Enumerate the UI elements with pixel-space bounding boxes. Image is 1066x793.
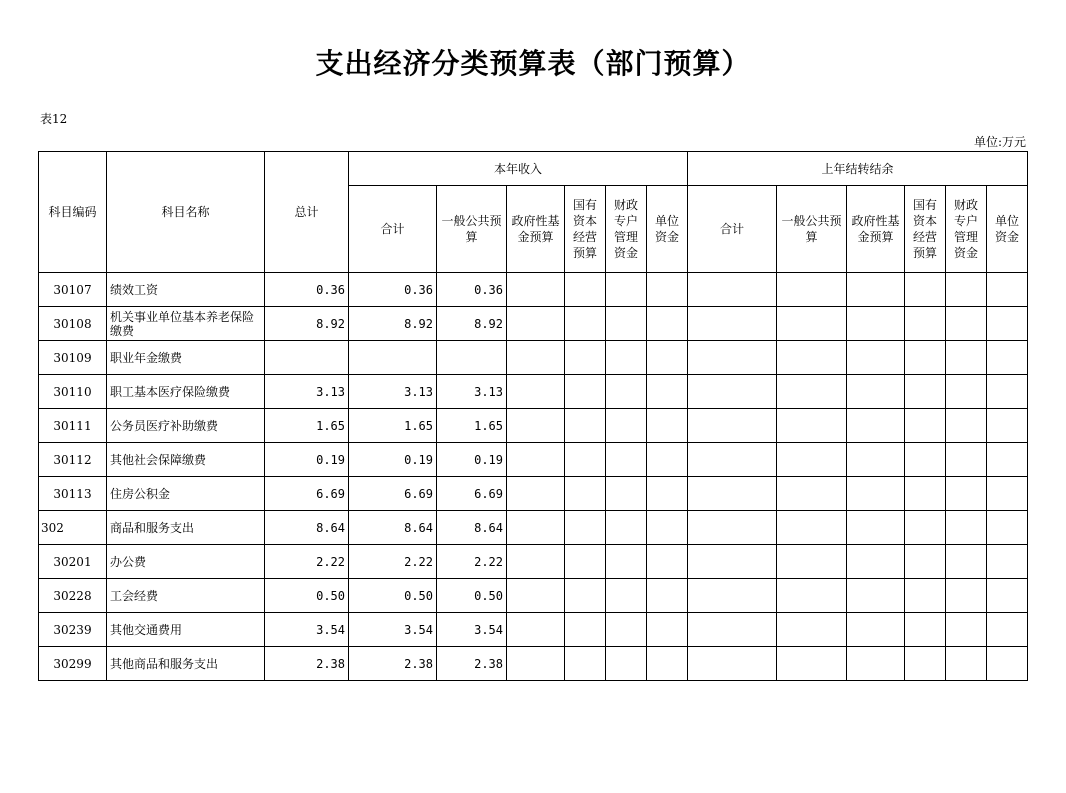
row-total: 3.54 (265, 613, 349, 647)
row-total: 2.22 (265, 545, 349, 579)
row-cy-fiscal-special (606, 647, 647, 681)
row-cy-state-capital (565, 613, 606, 647)
row-py-subtotal (688, 443, 777, 477)
row-py-state-capital (905, 307, 946, 341)
row-py-unit-fund (987, 647, 1028, 681)
row-cy-general: 8.92 (437, 307, 507, 341)
row-cy-fiscal-special (606, 443, 647, 477)
row-py-subtotal (688, 341, 777, 375)
table-row (39, 579, 1028, 613)
row-py-state-capital (905, 341, 946, 375)
row-cy-gov-fund (507, 545, 565, 579)
row-cy-general: 3.54 (437, 613, 507, 647)
row-total: 0.36 (265, 273, 349, 307)
row-name: 其他交通费用 (107, 613, 265, 647)
row-code: 30111 (39, 409, 107, 443)
row-cy-unit-fund (647, 443, 688, 477)
row-cy-unit-fund (647, 307, 688, 341)
row-py-fiscal-special (946, 545, 987, 579)
row-cy-general: 0.50 (437, 579, 507, 613)
row-py-general (777, 409, 847, 443)
row-py-fiscal-special (946, 409, 987, 443)
header-name: 科目名称 (107, 152, 265, 273)
row-total: 0.50 (265, 579, 349, 613)
row-cy-state-capital (565, 273, 606, 307)
header-py-state-capital: 国有资本经营预算 (905, 186, 946, 273)
header-cy-unit-fund: 单位资金 (647, 186, 688, 273)
row-py-unit-fund (987, 511, 1028, 545)
row-py-gov-fund (847, 443, 905, 477)
row-py-state-capital (905, 443, 946, 477)
unit-label: 单位:万元 (973, 135, 1026, 149)
row-cy-subtotal: 0.19 (349, 443, 437, 477)
row-py-gov-fund (847, 647, 905, 681)
row-name: 公务员医疗补助缴费 (107, 409, 265, 443)
row-py-gov-fund (847, 375, 905, 409)
row-py-state-capital (905, 613, 946, 647)
row-py-general (777, 375, 847, 409)
row-name: 办公费 (107, 545, 265, 579)
row-cy-gov-fund (507, 477, 565, 511)
row-cy-gov-fund (507, 511, 565, 545)
row-py-unit-fund (987, 443, 1028, 477)
row-name: 职业年金缴费 (107, 341, 265, 375)
row-py-unit-fund (987, 307, 1028, 341)
row-py-state-capital (905, 409, 946, 443)
row-code: 30107 (39, 273, 107, 307)
row-cy-state-capital (565, 443, 606, 477)
row-name: 机关事业单位基本养老保险缴费 (107, 307, 265, 341)
page-title: 支出经济分类预算表（部门预算） (315, 47, 751, 80)
row-total: 8.64 (265, 511, 349, 545)
row-py-unit-fund (987, 375, 1028, 409)
row-py-unit-fund (987, 477, 1028, 511)
header-py-general: 一般公共预算 (777, 186, 847, 273)
row-cy-gov-fund (507, 375, 565, 409)
row-py-state-capital (905, 273, 946, 307)
row-cy-unit-fund (647, 579, 688, 613)
row-py-fiscal-special (946, 307, 987, 341)
row-cy-subtotal: 3.13 (349, 375, 437, 409)
row-cy-general: 8.64 (437, 511, 507, 545)
row-cy-general (437, 341, 507, 375)
table-number: 表12 (40, 112, 68, 126)
row-cy-gov-fund (507, 273, 565, 307)
row-py-state-capital (905, 647, 946, 681)
row-py-fiscal-special (946, 273, 987, 307)
row-cy-gov-fund (507, 579, 565, 613)
row-cy-unit-fund (647, 341, 688, 375)
header-cy-gov-fund: 政府性基金预算 (507, 186, 565, 273)
row-cy-state-capital (565, 477, 606, 511)
row-cy-unit-fund (647, 409, 688, 443)
row-cy-state-capital (565, 307, 606, 341)
row-cy-subtotal (349, 341, 437, 375)
row-py-fiscal-special (946, 443, 987, 477)
row-py-subtotal (688, 545, 777, 579)
row-cy-subtotal: 1.65 (349, 409, 437, 443)
row-py-fiscal-special (946, 579, 987, 613)
header-py-fiscal-special: 财政专户管理资金 (946, 186, 987, 273)
row-cy-unit-fund (647, 545, 688, 579)
row-cy-general: 3.13 (437, 375, 507, 409)
table-row (39, 613, 1028, 647)
row-py-gov-fund (847, 477, 905, 511)
row-py-general (777, 579, 847, 613)
row-code: 30109 (39, 341, 107, 375)
row-name: 绩效工资 (107, 273, 265, 307)
row-cy-fiscal-special (606, 477, 647, 511)
row-code: 30110 (39, 375, 107, 409)
row-code: 30201 (39, 545, 107, 579)
row-py-general (777, 443, 847, 477)
table-row (39, 443, 1028, 477)
row-py-general (777, 647, 847, 681)
row-cy-general: 2.22 (437, 545, 507, 579)
row-code: 30113 (39, 477, 107, 511)
row-py-unit-fund (987, 545, 1028, 579)
row-py-subtotal (688, 375, 777, 409)
row-py-general (777, 307, 847, 341)
row-py-gov-fund (847, 273, 905, 307)
table-row (39, 545, 1028, 579)
table-row (39, 477, 1028, 511)
row-py-subtotal (688, 477, 777, 511)
table-row (39, 273, 1028, 307)
row-name: 商品和服务支出 (107, 511, 265, 545)
row-cy-general: 0.36 (437, 273, 507, 307)
row-cy-unit-fund (647, 647, 688, 681)
row-cy-unit-fund (647, 613, 688, 647)
budget-table (38, 151, 1028, 681)
row-cy-state-capital (565, 545, 606, 579)
row-total: 1.65 (265, 409, 349, 443)
row-total: 6.69 (265, 477, 349, 511)
row-cy-subtotal: 6.69 (349, 477, 437, 511)
row-code: 30299 (39, 647, 107, 681)
row-cy-fiscal-special (606, 341, 647, 375)
row-cy-subtotal: 0.36 (349, 273, 437, 307)
row-cy-fiscal-special (606, 511, 647, 545)
header-py-unit-fund: 单位资金 (987, 186, 1028, 273)
row-cy-fiscal-special (606, 307, 647, 341)
row-py-gov-fund (847, 511, 905, 545)
row-py-gov-fund (847, 579, 905, 613)
row-name: 住房公积金 (107, 477, 265, 511)
table-row (39, 307, 1028, 341)
header-total: 总计 (265, 152, 349, 273)
row-cy-gov-fund (507, 341, 565, 375)
row-py-fiscal-special (946, 477, 987, 511)
row-py-state-capital (905, 477, 946, 511)
row-py-state-capital (905, 579, 946, 613)
row-name: 其他社会保障缴费 (107, 443, 265, 477)
row-py-unit-fund (987, 273, 1028, 307)
header-cy-subtotal: 合计 (349, 186, 437, 273)
row-py-state-capital (905, 545, 946, 579)
row-py-fiscal-special (946, 613, 987, 647)
row-cy-unit-fund (647, 511, 688, 545)
row-name: 工会经费 (107, 579, 265, 613)
row-py-unit-fund (987, 341, 1028, 375)
row-cy-state-capital (565, 511, 606, 545)
row-py-state-capital (905, 375, 946, 409)
row-name: 其他商品和服务支出 (107, 647, 265, 681)
row-name: 职工基本医疗保险缴费 (107, 375, 265, 409)
row-py-gov-fund (847, 341, 905, 375)
row-total: 2.38 (265, 647, 349, 681)
header-code: 科目编码 (39, 152, 107, 273)
row-total: 3.13 (265, 375, 349, 409)
table-row (39, 647, 1028, 681)
table-row (39, 375, 1028, 409)
row-cy-fiscal-special (606, 545, 647, 579)
row-cy-subtotal: 3.54 (349, 613, 437, 647)
row-py-gov-fund (847, 545, 905, 579)
row-py-unit-fund (987, 579, 1028, 613)
row-cy-subtotal: 8.64 (349, 511, 437, 545)
row-py-subtotal (688, 307, 777, 341)
row-code: 30108 (39, 307, 107, 341)
row-cy-subtotal: 0.50 (349, 579, 437, 613)
row-py-subtotal (688, 613, 777, 647)
row-py-general (777, 477, 847, 511)
row-cy-fiscal-special (606, 409, 647, 443)
table-body (39, 273, 1028, 681)
table-row (39, 409, 1028, 443)
row-py-subtotal (688, 511, 777, 545)
row-cy-fiscal-special (606, 579, 647, 613)
row-cy-fiscal-special (606, 375, 647, 409)
row-py-subtotal (688, 647, 777, 681)
row-py-fiscal-special (946, 375, 987, 409)
row-code: 302 (39, 511, 107, 545)
row-cy-general: 2.38 (437, 647, 507, 681)
table-row (39, 511, 1028, 545)
row-cy-subtotal: 8.92 (349, 307, 437, 341)
row-py-general (777, 511, 847, 545)
row-total (265, 341, 349, 375)
row-cy-state-capital (565, 341, 606, 375)
row-cy-gov-fund (507, 409, 565, 443)
row-cy-state-capital (565, 375, 606, 409)
table-row (39, 341, 1028, 375)
row-cy-unit-fund (647, 375, 688, 409)
row-total: 8.92 (265, 307, 349, 341)
row-py-unit-fund (987, 613, 1028, 647)
header-cy-general: 一般公共预算 (437, 186, 507, 273)
row-cy-unit-fund (647, 273, 688, 307)
row-cy-general: 6.69 (437, 477, 507, 511)
row-py-fiscal-special (946, 511, 987, 545)
row-py-general (777, 341, 847, 375)
row-cy-gov-fund (507, 307, 565, 341)
row-py-subtotal (688, 579, 777, 613)
row-py-general (777, 273, 847, 307)
row-cy-general: 1.65 (437, 409, 507, 443)
row-py-subtotal (688, 409, 777, 443)
row-code: 30239 (39, 613, 107, 647)
row-py-gov-fund (847, 613, 905, 647)
row-cy-state-capital (565, 579, 606, 613)
header-prior-year: 上年结转结余 (688, 152, 1028, 186)
row-cy-general: 0.19 (437, 443, 507, 477)
row-py-subtotal (688, 273, 777, 307)
header-cy-fiscal-special: 财政专户管理资金 (606, 186, 647, 273)
row-code: 30228 (39, 579, 107, 613)
row-cy-gov-fund (507, 647, 565, 681)
row-cy-gov-fund (507, 443, 565, 477)
row-py-gov-fund (847, 409, 905, 443)
header-current-year: 本年收入 (349, 152, 688, 186)
row-cy-fiscal-special (606, 613, 647, 647)
row-cy-fiscal-special (606, 273, 647, 307)
row-cy-unit-fund (647, 477, 688, 511)
row-cy-state-capital (565, 409, 606, 443)
row-py-fiscal-special (946, 341, 987, 375)
row-total: 0.19 (265, 443, 349, 477)
header-py-gov-fund: 政府性基金预算 (847, 186, 905, 273)
row-cy-subtotal: 2.38 (349, 647, 437, 681)
row-py-state-capital (905, 511, 946, 545)
row-py-general (777, 613, 847, 647)
row-code: 30112 (39, 443, 107, 477)
row-py-fiscal-special (946, 647, 987, 681)
row-cy-gov-fund (507, 613, 565, 647)
row-py-unit-fund (987, 409, 1028, 443)
row-py-general (777, 545, 847, 579)
row-cy-subtotal: 2.22 (349, 545, 437, 579)
row-cy-state-capital (565, 647, 606, 681)
header-cy-state-capital: 国有资本经营预算 (565, 186, 606, 273)
header-py-subtotal: 合计 (688, 186, 777, 273)
row-py-gov-fund (847, 307, 905, 341)
